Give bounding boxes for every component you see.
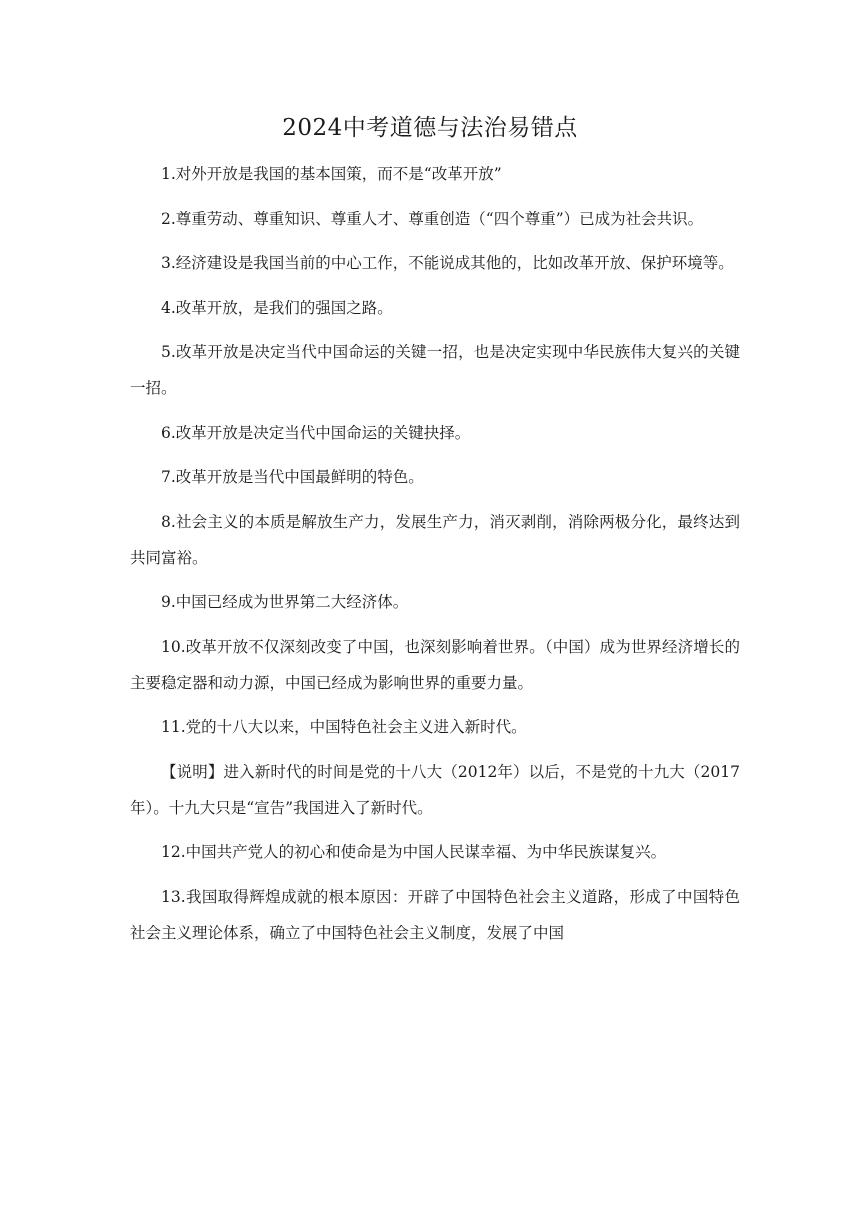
paragraph-11: 11.党的十八大以来，中国特色社会主义进入新时代。 (161, 718, 527, 736)
document-title: 2024中考道德与法治易错点 (282, 115, 578, 141)
paragraph-5: 5.改革开放是决定当代中国命运的关键一招，也是决定实现中华民族伟大复兴的关键一招。 (130, 343, 740, 397)
paragraph-3: 3.经济建设是我国当前的中心工作，不能说成其他的，比如改革开放、保护环境等。 (161, 254, 734, 272)
paragraph-4: 4.改革开放，是我们的强国之路。 (161, 298, 393, 317)
paragraph-12: 12.中国共产党人的初心和使命是为中国人民谋幸福、为中华民族谋复兴。 (161, 843, 667, 861)
paragraph-1: 1.对外开放是我国的基本国策，而不是“改革开放” (161, 165, 502, 183)
paragraph-10: 10.改革开放不仅深刻改变了中国，也深刻影响着世界。（中国）成为世界经济增长的主要稳定器和动力源，中国已经成为影响世界的重要力量。 (130, 637, 740, 692)
paragraph-2: 2.尊重劳动、尊重知识、尊重人才、尊重创造（“四个尊重”）已成为社会共识。 (161, 209, 704, 228)
paragraph-13: 13.我国取得辉煌成就的根本原因：开辟了中国特色社会主义道路，形成了中国特色社会主义理论体系，确立了中国特色社会主义制度，发展了中国 (130, 887, 740, 942)
paragraph-9: 9.中国已经成为世界第二大经济体。 (161, 593, 409, 611)
note-paragraph: 【说明】进入新时代的时间是党的十八大（2012年）以后，不是党的十九大（2017年）。十九大只是“宣告”我国进入了新时代。 (130, 762, 740, 817)
document-body (130, 156, 740, 959)
paragraph-7: 7.改革开放是当代中国最鲜明的特色。 (161, 468, 424, 486)
paragraph-8: 8.社会主义的本质是解放生产力，发展生产力，消灭剥削，消除两极分化，最终达到共同富裕。 (130, 512, 740, 567)
paragraph-6: 6.改革开放是决定当代中国命运的关键抉择。 (161, 423, 471, 442)
